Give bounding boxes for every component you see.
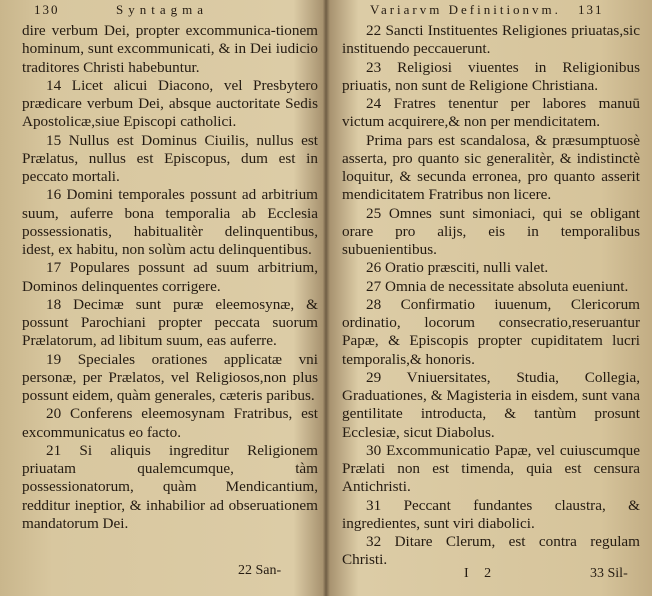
paragraph: 30 Excommunicatio Papæ, vel cuiuscumque Prælati non est timenda, quia est censura Antichristi.	[342, 441, 640, 496]
paragraph: 25 Omnes sunt simoniaci, qui se obligant orare pro alijs, eis in temporalibus subuenientibus.	[342, 204, 640, 258]
catchword: 33 Sil-	[590, 566, 628, 581]
page-text	[22, 22, 318, 533]
page-text	[342, 22, 640, 570]
right-page	[326, 0, 652, 596]
paragraph: 23 Religiosi viuentes in Religionibus priuatis, non sunt de Religione Christiana.	[342, 58, 640, 94]
running-title: Variarvm Definitionvm.	[370, 2, 561, 17]
paragraph: 26 Oratio præsciti, nulli valet.	[366, 259, 549, 277]
paragraph: 17 Populares possunt ad suum arbitrium, Dominos delinquentes corrigere.	[22, 259, 318, 295]
running-title: Syntagma	[116, 2, 208, 17]
paragraph: 20 Conferens eleemosynam Fratribus, est excommunicatus eo facto.	[22, 405, 318, 441]
paragraph: 22 Sancti Instituentes Religiones priuatas,sic instituendo peccauerunt.	[342, 22, 640, 58]
signature-mark: I 2	[464, 566, 498, 581]
page-number: 131	[578, 2, 604, 17]
paragraph: 14 Licet alicui Diacono, vel Presbytero prædicare verbum Dei, absque auctoritate Sedis Apostolicæ,siue Episcopi catholici.	[22, 76, 318, 131]
paragraph: 28 Confirmatio iuuenum, Clericorum ordinatio, locorum consecratio,reseruantur Papæ, & Episcopis propter cupiditatem lucri temporalis,& honoris.	[342, 295, 640, 368]
paragraph: 21 Si aliquis ingreditur Religionem priuatam qualemcumque, tàm possessionatorum, quàm Mendicantium, redditur ineptior, & inhabilior ad obseruationem mandatorum Dei.	[22, 441, 318, 532]
paragraph: 16 Domini temporales possunt ad arbitrium suum, auferre bona temporalia ab Ecclesia possessionatis, habitualitèr delinquentibus, idest, ex habitu, non solùm actu delinquentibus.	[22, 186, 318, 258]
paragraph: 18 Decimæ sunt puræ eleemosynæ, & possunt Parochiani propter peccata suorum Prælatorum, ad libitum suum, eas auferre.	[22, 295, 318, 350]
page-number: 130	[34, 2, 60, 17]
paragraph: 29 Vniuersitates, Studia, Collegia, Graduationes, & Magisteria in eisdem, sunt vana gentilitate introducta, & tantùm prosunt Ecclesiæ, sicut Diabolus.	[342, 368, 640, 441]
paragraph: 31 Peccant fundantes claustra, & ingredientes, sunt viri diabolici.	[342, 496, 640, 532]
paragraph: 19 Speciales orationes applicatæ vni personæ, per Prælatos, vel Religiosos,non plus possunt eidem, quàm generales, cæteris paribus.	[22, 350, 318, 404]
paragraph: 24 Fratres tenentur per labores manuū victum acquirere,& non per mendicitatem.	[342, 95, 640, 131]
paragraph: 15 Nullus est Dominus Ciuilis, nullus est Prælatus, nullus est Episcopus, dum est in peccato mortali.	[22, 131, 318, 185]
paragraph: 27 Omnia de necessitate absoluta eueniunt.	[366, 277, 629, 295]
paragraph: 32 Ditare Clerum, est contra regulam Christi.	[342, 533, 640, 569]
paragraph: dire verbum Dei, propter excommunica-tionem hominum, sunt excommunicati, & in Dei iudicio traditores Christi habebuntur.	[22, 22, 318, 76]
paragraph: Prima pars est scandalosa, & præsumptuosè asserta, pro quanto sic generalitèr, & indistinctè loquitur, & secunda erronea, pro quanto asserit mendicitatem Fratribus non licere.	[342, 131, 640, 204]
catchword: 22 San-	[238, 563, 282, 578]
